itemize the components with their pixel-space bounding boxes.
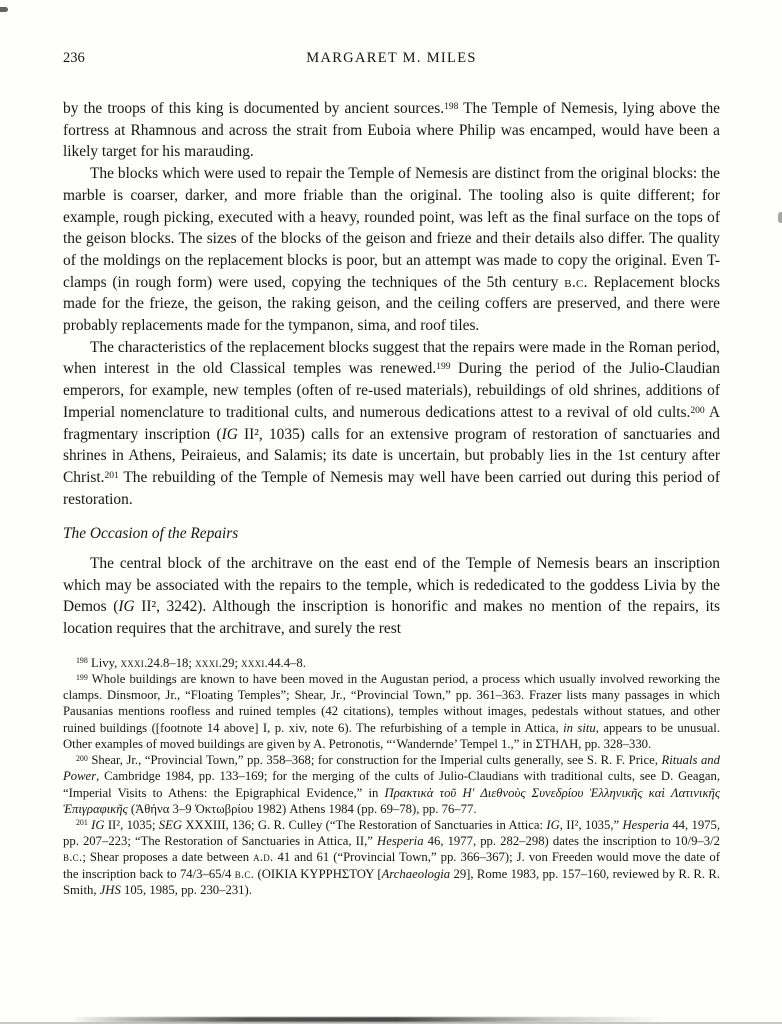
- text-run: The blocks which were used to repair the Temple of Nemesis are distinct from the original blocks: the marble is coarser, darker, and more friable than the original. The tooling also is quite different; for example, rough picking, executed with a heavy, rounded point, was left as the final surface on the tops of the geison blocks. The sizes of the blocks of the geison and frieze and their details also differ. The quality of the moldings on the replacement blocks is poor, but an attempt was made to copy the original. Even T-clamps (in rough form) were used, copying the techniques of the 5th century: [63, 165, 720, 291]
- paragraph: [63, 98, 720, 163]
- paragraph: [63, 553, 720, 640]
- text-run: Shear, Jr., “Provincial Town,” pp. 358–368; for construction for the Imperial cults generally, see S. R. F. Price,: [87, 753, 662, 768]
- text-run: During the period of the Julio-Claudian emperors, for example, new temples (often of re-used materials), rebuildings of old shrines, additions of Imperial nomenclature to traditional cults, and numerous dedications attest to a revival of old cults.: [63, 360, 720, 421]
- text-run: .44.4–8.: [264, 655, 306, 670]
- paragraph: [63, 337, 720, 511]
- small-caps-text: xxxi: [120, 655, 144, 670]
- text-run: 29], Rome 1983, pp. 157–160, reviewed by R. R. R. Smith,: [63, 866, 721, 897]
- footnotes-section: [63, 655, 720, 898]
- text-run: 44, 1975, pp. 207–223; “The Restoration of Sanctuaries in Attica, II,”: [63, 817, 721, 849]
- scan-artifact-corner: [0, 7, 8, 12]
- text-run: Replacement blocks made for the frieze, the geison, the raking geison, and the ceiling coffers are preserved, and there were probably replacements made for the tympanon, sima, and roof tiles.: [63, 273, 720, 335]
- text-run: II², 3242). Although the inscription is honorific and makes no mention of the repairs, its location requires that the architrave, and surely the rest: [63, 598, 721, 638]
- footnote-ref: 201: [104, 469, 119, 481]
- text-run: .24.8–18;: [143, 655, 196, 670]
- footnote-ref: 200: [76, 753, 88, 763]
- small-caps-text: b.c.: [564, 273, 588, 291]
- text-run: .29;: [218, 655, 242, 670]
- text-run: II², 1035) calls for an extensive program of restoration of sanctuaries and shrines in Athens, Peiraieus, and Salamis; its date is uncertain, but probably lies in the 1st century after Christ.: [63, 425, 720, 486]
- footnote-ref: 200: [690, 404, 705, 416]
- footnote-ref: 198: [76, 656, 88, 666]
- text-run: by the troops of this king is documented by ancient sources.: [63, 100, 445, 117]
- text-run: The rebuilding of the Temple of Nemesis may well have been carried out during this period of restoration.: [63, 468, 720, 508]
- small-caps-text: a.d.: [253, 850, 274, 865]
- text-run: II², 1035;: [104, 817, 159, 832]
- italic-text: Hesperia: [377, 834, 424, 849]
- italic-text: SEG: [158, 817, 183, 832]
- text-run: XXXIII, 136; G. R. Culley (“The Restoration of Sanctuaries in Attica:: [182, 817, 547, 832]
- footnote: [63, 671, 720, 752]
- section-heading: [63, 523, 720, 545]
- italic-text: Archaeologia: [381, 866, 451, 881]
- paragraph: [63, 163, 720, 337]
- text-run: The central block of the architrave on the east end of the Temple of Nemesis bears an inscription which may be associated with the repairs to the temple, which is rededicated to the goddess Livia by the Demos (: [63, 555, 720, 616]
- small-caps-text: b.c.: [63, 850, 83, 865]
- footnote: [63, 752, 720, 817]
- italic-text: IG: [118, 598, 135, 616]
- footnote: [63, 817, 720, 898]
- running-header: [63, 50, 720, 69]
- article-body: [63, 98, 720, 640]
- italic-text: Rituals and Power: [63, 753, 720, 784]
- italic-text: JHS: [99, 882, 121, 897]
- text-run: The characteristics of the replacement blocks suggest that the repairs were made in the Roman period, when interest in the old Classical temples was renewed.: [63, 338, 720, 378]
- italic-text: in situ: [563, 720, 596, 735]
- scan-artifact-edge: [778, 212, 782, 223]
- text-run: , II², 1035,”: [559, 817, 623, 832]
- page-number: 236: [63, 50, 85, 66]
- text-run: ; Shear proposes a date between: [82, 850, 254, 865]
- italic-text: IG: [221, 425, 238, 443]
- text-run: 46, 1977, pp. 282–298) dates the inscription to 10/9–3/2: [423, 834, 720, 849]
- running-head: MARGARET M. MILES: [306, 50, 477, 66]
- text-run: 105, 1985, pp. 230–231).: [120, 882, 252, 897]
- text-run: (ΟΙΚΙΑ ΚΥΡΡΗΣΤΟΥ [: [254, 866, 382, 881]
- footnote-ref: 198: [444, 100, 459, 112]
- small-caps-text: b.c.: [234, 866, 255, 881]
- text-run: Livy,: [87, 655, 121, 670]
- italic-text: IG: [546, 817, 560, 832]
- italic-text: IG: [91, 817, 105, 832]
- text-run: Whole buildings are known to have been moved in the Augustan period, a process which usually involved reworking the clamps. Dinsmoor, Jr., “Floating Temples”; Shear, Jr., “Provincial Town,” pp. 361–363. Frazer lists many passages in which Pausanias mentions roofless and ruined temples (42 citations), temples without images, pedestals without statues, and other ruined buildings ([footnote 14 above] I, p. xiv, note 6). The refurbishing of a temple in Attica,: [63, 672, 720, 735]
- text-run: 41 and 61 (“Provincial Town,” pp. 366–367); J. von Freeden would move the date of the inscription back to 74/3–65/4: [63, 850, 720, 881]
- italic-text: Hesperia: [622, 817, 669, 832]
- text-run: The Temple of Nemesis, lying above the fortress at Rhamnous and across the strait from Euboia where Philip was encamped, would have been a likely target for his marauding.: [63, 100, 720, 161]
- italic-text: Πρακτικὰ τοῦ Η′ Διεθνοὺς Συνεδρίου Ἑλληνικῆς καὶ Λατινικῆς Ἐπιγραφικῆς: [63, 785, 720, 816]
- footnote-ref: 199: [436, 361, 451, 373]
- footnote: [63, 655, 720, 671]
- text-run: A fragmentary inscription (: [63, 403, 720, 443]
- text-run: (Ἀθήνα 3–9 Ὀκτωβρίου 1982) Athens 1984 (pp. 69–78), pp. 76–77.: [127, 801, 477, 816]
- text-run: The Occasion of the Repairs: [63, 525, 239, 543]
- text-run: , appears to be unusual. Other examples of moved buildings are given by A. Petronotis, “‘Wandernde’ Tempel 1.,” in ΣΤΗΛΗ, pp. 328–330.: [63, 720, 720, 751]
- text-run: , Cambridge 1984, pp. 133–169; for the merging of the cults of Julio-Claudians with traditional cults, see D. Geagan, “Imperial Visits to Athens: the Epigraphical Evidence,” in: [63, 769, 720, 800]
- small-caps-text: xxxi: [241, 655, 265, 670]
- footnote-ref: 201: [76, 818, 88, 828]
- footnote-ref: 199: [76, 672, 88, 682]
- small-caps-text: xxxi: [195, 655, 219, 670]
